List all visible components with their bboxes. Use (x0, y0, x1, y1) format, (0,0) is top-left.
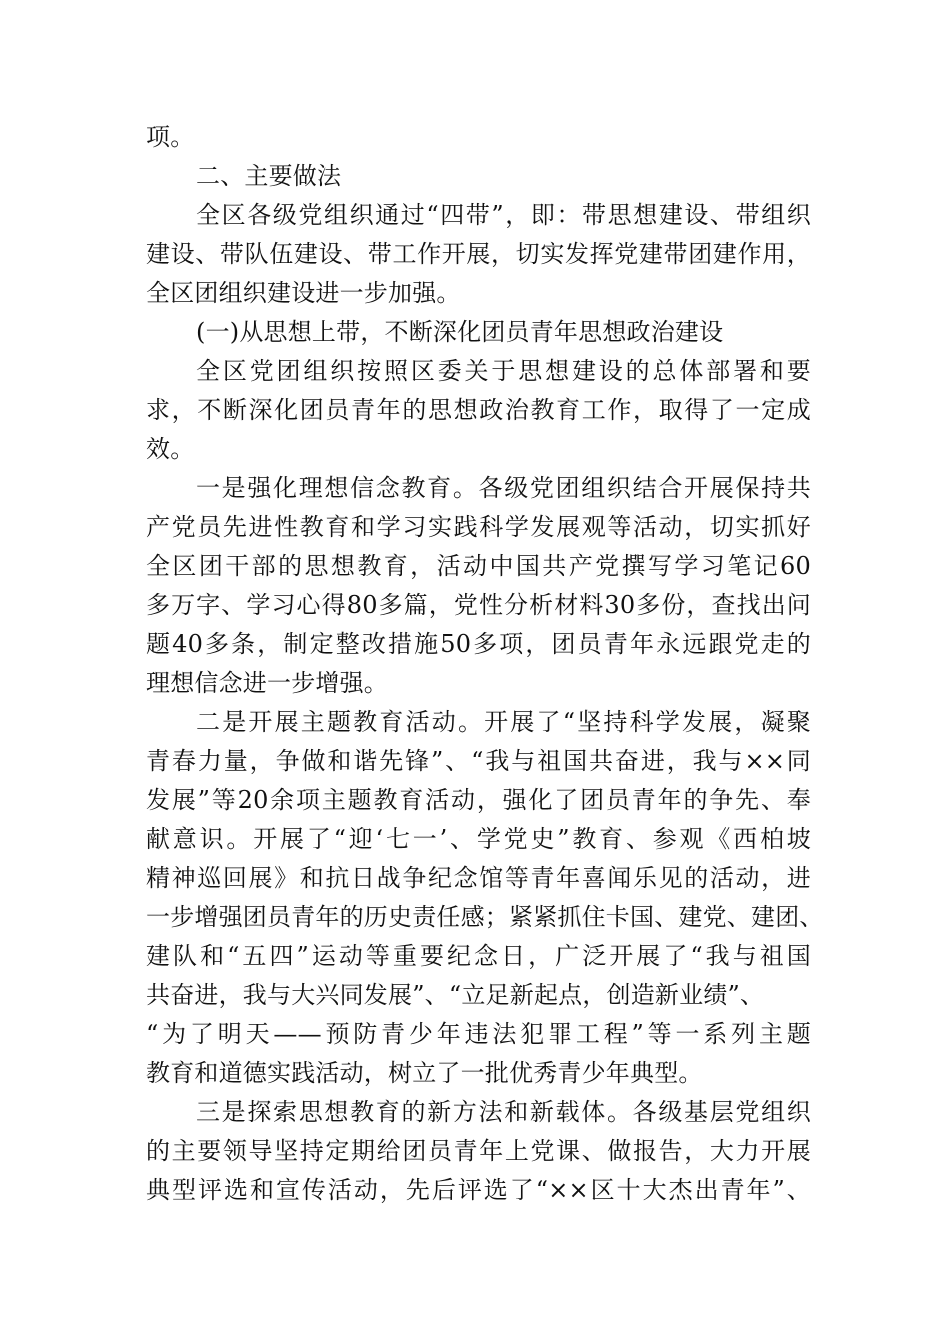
text-line: 全区各级党组织通过“四带”，即：带思想建设、带组织 (196, 201, 811, 229)
text-line: 建设、带队伍建设、带工作开展，切实发挥党建带团建作用， (146, 240, 811, 268)
text-line: 一步增强团员青年的历史责任感；紧紧抓住卡国、建党、建团、 (146, 903, 824, 931)
text-line: 项。 (146, 123, 195, 151)
text-line: 精神巡回展》和抗日战争纪念馆等青年喜闻乐见的活动，进 (146, 864, 811, 892)
text-line: 全区党团组织按照区委关于思想建设的总体部署和要 (196, 357, 811, 385)
text-line: 的主要领导坚持定期给团员青年上党课、做报告，大力开展 (146, 1137, 811, 1165)
text-line: 产党员先进性教育和学习实践科学发展观等活动，切实抓好 (146, 513, 811, 541)
text-line: 共奋进，我与大兴同发展”、“立足新起点，创造新业绩”、 (146, 981, 765, 1009)
text-line: 青春力量，争做和谐先锋”、“我与祖国共奋进，我与××同 (146, 747, 811, 775)
text-line: 效。 (146, 435, 195, 463)
text-line: “为了明天——预防青少年违法犯罪工程”等一系列主题 (146, 1020, 811, 1048)
text-line: 建队和“五四”运动等重要纪念日，广泛开展了“我与祖国 (146, 942, 811, 970)
text-line: 题40多条，制定整改措施50多项，团员青年永远跟党走的 (146, 630, 811, 658)
text-line: 献意识。开展了“迎‘七一’、学党史”教育、参观《西柏坡 (146, 825, 811, 853)
text-line: 三是探索思想教育的新方法和新载体。各级基层党组织 (196, 1098, 811, 1126)
text-line: (一)从思想上带，不断深化团员青年思想政治建设 (196, 318, 724, 346)
text-line: 一是强化理想信念教育。各级党团组织结合开展保持共 (196, 474, 811, 502)
text-line: 全区团干部的思想教育，活动中国共产党撰写学习笔记60 (146, 552, 811, 580)
text-line: 求，不断深化团员青年的思想政治教育工作，取得了一定成 (146, 396, 811, 424)
text-line: 理想信念进一步增强。 (146, 669, 388, 697)
text-line: 典型评选和宣传活动，先后评选了“××区十大杰出青年”、 (146, 1176, 811, 1204)
text-line: 多万字、学习心得80多篇，党性分析材料30多份，查找出问 (146, 591, 811, 619)
text-line: 教育和道德实践活动，树立了一批优秀青少年典型。 (146, 1059, 703, 1087)
text-line: 二是开展主题教育活动。开展了“坚持科学发展，凝聚 (196, 708, 811, 736)
document-body (146, 118, 824, 1210)
text-line: 发展”等20余项主题教育活动，强化了团员青年的争先、奉 (146, 786, 811, 814)
text-line: 全区团组织建设进一步加强。 (146, 279, 461, 307)
section-heading: 二、主要做法 (196, 162, 342, 190)
